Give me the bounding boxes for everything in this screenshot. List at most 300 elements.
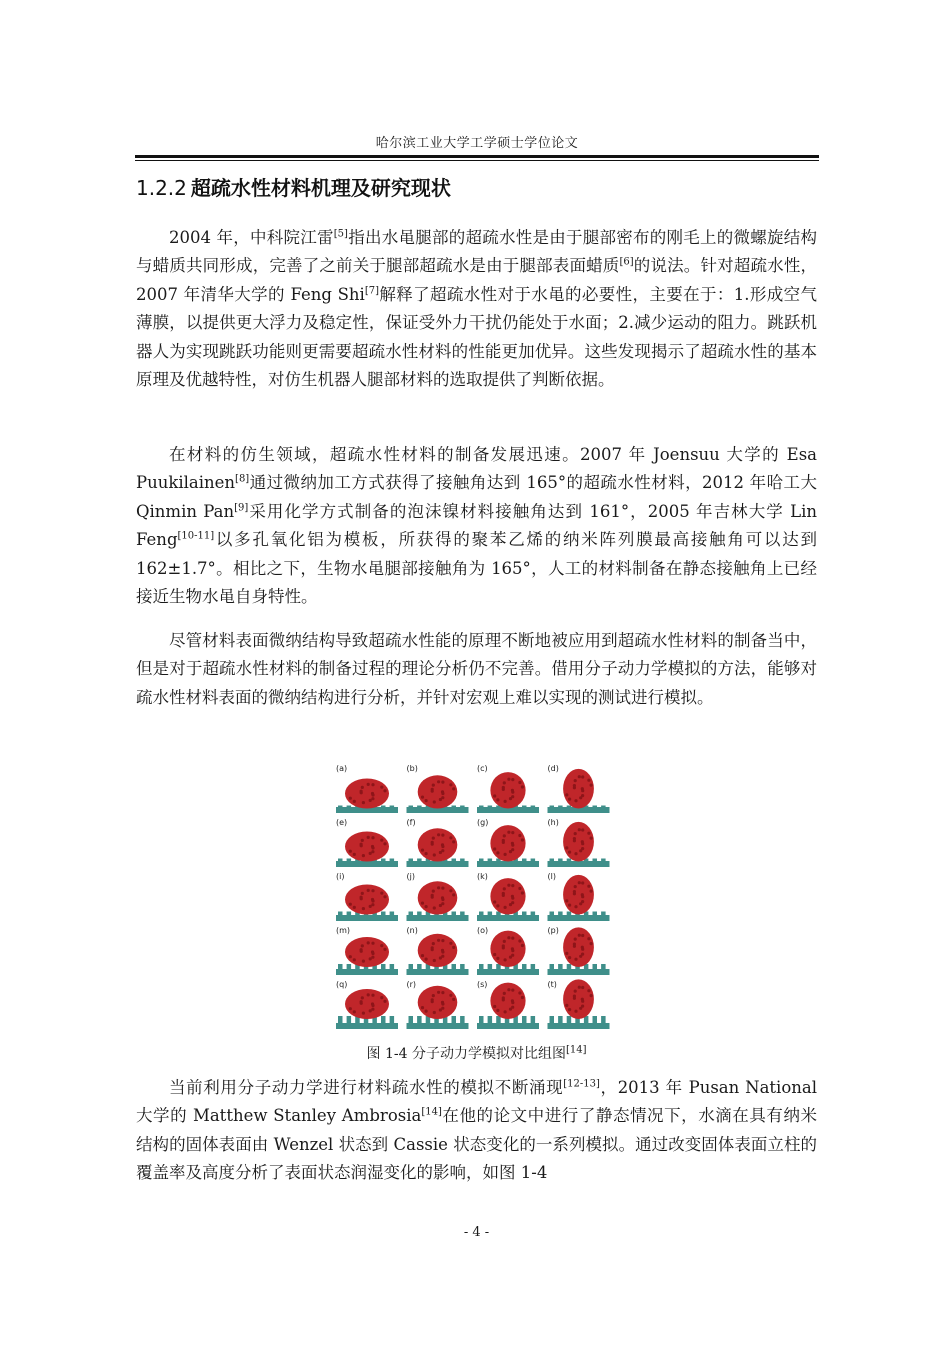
droplet-molecule [521,944,524,947]
panel-label: (h) [547,818,559,827]
surface-pillar [347,964,352,969]
droplet-molecule [361,786,364,789]
header-rule-thick [135,155,819,158]
droplet-molecule [507,884,510,887]
droplet-molecule [380,944,383,947]
droplet-molecule [371,889,374,892]
paragraph-1 [136,224,817,394]
droplet-molecule [439,798,442,801]
figure-panel [477,872,539,921]
surface-pillar [488,912,493,916]
droplet-molecule [587,832,590,835]
droplet-molecule [568,851,571,854]
droplet-molecule [573,890,576,893]
droplet-molecule [360,790,363,793]
citation: [6] [619,256,634,268]
droplet-molecule [421,796,424,799]
panel-label: (t) [547,980,557,989]
droplet-molecule [504,906,507,909]
droplet-molecule [421,849,424,852]
droplet-molecule [573,943,576,946]
droplet-molecule [581,1000,584,1003]
surface-pillar [531,806,536,808]
droplet-molecule [441,887,444,890]
running-header: 哈尔滨工业大学工学硕士学位论文 [375,136,579,151]
droplet-molecule [521,996,524,999]
surface-pillar [390,859,395,862]
surface-pillar [452,1016,457,1023]
droplet-molecule [383,895,386,898]
droplet-molecule [521,785,524,788]
droplet-molecule [496,957,499,960]
droplet-molecule [441,781,444,784]
droplet-molecule [518,939,521,942]
droplet-molecule [574,832,577,835]
droplet-molecule [437,833,440,836]
droplet-molecule [353,906,356,909]
section-title: 超疏水性材料机理及研究现状 [190,176,451,200]
droplet-molecule [441,845,444,848]
droplet-molecule [441,939,444,942]
droplet-molecule [449,889,452,892]
droplet-molecule [574,958,577,961]
water-droplet [490,983,525,1019]
droplet-molecule [449,836,452,839]
panel-label: (r) [406,980,417,989]
droplet-molecule [439,904,442,907]
section-heading [136,174,451,202]
surface-pillar [558,912,563,916]
droplet-molecule [503,887,506,890]
droplet-molecule [383,789,386,792]
panel-label: (p) [547,926,559,935]
droplet-molecule [502,839,505,842]
droplet-molecule [425,799,428,802]
droplet-molecule [371,994,374,997]
droplet-molecule [581,986,584,989]
droplet-molecule [565,1004,568,1007]
text-run: 的说法。针对超疏水性，2007 年清华大学的 Feng Shi [136,256,818,304]
figure-panel [407,818,469,867]
surface-pillar [347,806,352,808]
droplet-molecule [496,851,499,854]
caption-text: 图 1-4 分子动力学模拟对比组图 [366,1046,566,1062]
droplet-molecule [433,906,436,909]
droplet-molecule [437,991,440,994]
droplet-molecule [439,851,442,854]
droplet-molecule [371,783,374,786]
figure-panel [477,764,539,813]
droplet-molecule [371,952,374,955]
panel-label: (n) [406,926,418,935]
surface-pillar [381,859,386,862]
droplet-molecule [568,1008,571,1011]
droplet-molecule [511,989,514,992]
droplet-molecule [362,854,365,857]
droplet-molecule [361,892,364,895]
droplet-molecule [361,944,364,947]
substrate-surface [407,1023,469,1029]
droplet-molecule [507,831,510,834]
figure-panel [336,818,398,867]
surface-pillar [347,912,352,916]
droplet-molecule [518,887,521,890]
droplet-molecule [518,991,521,994]
surface-pillar [479,806,484,808]
paragraph-4 [136,1074,817,1188]
droplet-molecule [587,779,590,782]
substrate-surface [548,969,610,975]
surface-pillar [381,912,386,916]
surface-pillar [460,1016,465,1023]
droplet-molecule [507,988,510,991]
droplet-molecule [581,828,584,831]
water-droplet [563,875,594,915]
droplet-molecule [503,992,506,995]
surface-pillar [593,1016,598,1023]
droplet-molecule [573,784,576,787]
panel-label: (e) [336,818,348,827]
figure-caption [136,1044,817,1064]
droplet-molecule [503,834,506,837]
substrate-surface [336,861,398,867]
figure-panel [548,764,610,813]
droplet-molecule [590,994,593,997]
droplet-molecule [565,899,568,902]
surface-pillar [417,912,422,916]
droplet-molecule [587,989,590,992]
droplet-molecule [587,885,590,888]
droplet-molecule [349,1007,352,1010]
surface-pillar [338,964,343,969]
droplet-molecule [511,778,514,781]
droplet-molecule [380,892,383,895]
droplet-molecule [581,948,584,951]
text-run: 解释了超疏水性对于水黾的必要性，主要在于：1.形成空气薄膜，以提供更大浮力及稳定性，保证受外力干扰仍能处于水面；2.减少运动的阻力。跳跃机器人为实现跳跃功能则更需要超疏水性材料的性能更加优异。这些发现揭示了超疏水性的基本原理及优越特性，对仿生机器人腿部材料的选取提供了判断依据。 [136,284,817,390]
water-droplet [418,934,458,967]
droplet-molecule [496,798,499,801]
surface-pillar [601,806,606,808]
droplet-molecule [449,994,452,997]
droplet-molecule [578,934,581,937]
droplet-molecule [493,794,496,797]
surface-pillar [409,912,414,916]
surface-pillar [531,859,536,862]
water-droplet [490,825,525,861]
surface-pillar [409,1016,414,1023]
droplet-molecule [509,956,512,959]
droplet-molecule [574,938,577,941]
droplet-molecule [579,796,582,799]
droplet-molecule [362,907,365,910]
water-droplet [418,881,458,914]
surface-pillar [522,964,527,969]
surface-pillar [601,1016,606,1023]
water-droplet [490,931,525,967]
surface-pillar [558,1016,563,1023]
surface-pillar [390,964,395,969]
figure-panel [336,980,398,1029]
droplet-molecule [452,787,455,790]
citation: [7] [364,285,379,297]
droplet-molecule [496,1009,499,1012]
droplet-molecule [503,940,506,943]
panel-label: (d) [547,764,559,773]
water-droplet [345,989,389,1019]
panel-label: (m) [336,926,351,935]
droplet-molecule [581,881,584,884]
panel-label: (l) [547,872,556,881]
droplet-molecule [590,890,593,893]
water-droplet [345,885,389,915]
droplet-molecule [521,838,524,841]
droplet-molecule [425,1010,428,1013]
panel-label: (q) [336,980,348,989]
droplet-molecule [421,1006,424,1009]
droplet-molecule [431,894,434,897]
panel-label: (j) [406,872,415,881]
citation: [14] [421,1106,442,1118]
droplet-molecule [367,889,370,892]
droplet-molecule [380,996,383,999]
surface-pillar [381,964,386,969]
droplet-molecule [383,842,386,845]
figure-panel [407,872,469,921]
substrate-surface [477,969,539,975]
figure-panel [407,980,469,1029]
droplet-molecule [371,1004,374,1007]
panel-label: (k) [477,872,488,881]
figure-md-simulation-grid [333,762,615,1032]
surface-pillar [522,1016,527,1023]
surface-pillar [390,806,395,808]
surface-pillar [390,912,395,916]
droplet-molecule [432,994,435,997]
droplet-molecule [361,839,364,842]
page-number: - 4 - [463,1225,490,1240]
droplet-molecule [502,996,505,999]
droplet-molecule [581,895,584,898]
droplet-molecule [565,846,568,849]
droplet-molecule [578,828,581,831]
header-rule-thin [135,160,819,161]
paragraph-2 [136,441,817,611]
droplet-molecule [371,850,374,853]
droplet-molecule [371,899,374,902]
droplet-molecule [574,799,577,802]
droplet-molecule [369,852,372,855]
droplet-molecule [579,955,582,958]
surface-pillar [409,859,414,862]
figure-canvas [333,762,615,1032]
section-number: 1.2.2 [136,176,187,200]
droplet-molecule [574,990,577,993]
surface-pillar [452,964,457,969]
surface-pillar [601,964,606,969]
text-run: 尽管材料表面微纳结构导致超疏水性能的原理不断地被应用到超疏水性材料的制备当中，但是对于超疏水性材料的制备过程的理论分析仍不完善。借用分子动力学模拟的方法，能够对疏水性材料表面的微纳结构进行分析，并针对宏观上难以实现的测试进行模拟。 [136,631,817,707]
paragraph-3 [136,627,817,712]
substrate-surface [477,1023,539,1029]
droplet-molecule [493,847,496,850]
droplet-molecule [353,1010,356,1013]
text-run: 通过微纳加工方式获得了接触角达到 165°的超疏水性材料，2012 年哈工大 Qinmin Pan [136,473,817,521]
droplet-molecule [421,902,424,905]
droplet-molecule [431,998,434,1001]
surface-pillar [479,1016,484,1023]
substrate-surface [548,1023,610,1029]
surface-pillar [488,859,493,862]
droplet-molecule [511,1001,514,1004]
droplet-molecule [371,956,374,959]
droplet-molecule [579,849,582,852]
droplet-molecule [493,1005,496,1008]
droplet-molecule [511,884,514,887]
droplet-molecule [504,958,507,961]
water-droplet [563,822,594,862]
surface-pillar [338,806,343,808]
water-droplet [345,832,389,862]
droplet-molecule [349,903,352,906]
droplet-molecule [452,998,455,1001]
droplet-molecule [369,905,372,908]
surface-pillar [488,1016,493,1023]
surface-pillar [452,859,457,862]
surface-pillar [593,912,598,916]
substrate-surface [477,861,539,867]
surface-pillar [347,1016,352,1023]
droplet-molecule [362,801,365,804]
surface-pillar [558,964,563,969]
droplet-molecule [574,779,577,782]
surface-pillar [558,806,563,808]
droplet-molecule [574,852,577,855]
droplet-molecule [511,844,514,847]
water-droplet [563,979,594,1019]
droplet-molecule [441,792,444,795]
droplet-molecule [518,834,521,837]
water-droplet [563,927,594,967]
droplet-molecule [441,1002,444,1005]
droplet-molecule [578,986,581,989]
droplet-molecule [380,786,383,789]
surface-pillar [417,964,422,969]
droplet-molecule [441,950,444,953]
droplet-molecule [439,956,442,959]
water-droplet [418,986,458,1019]
droplet-molecule [367,783,370,786]
droplet-molecule [441,898,444,901]
surface-pillar [417,1016,422,1023]
droplet-molecule [433,959,436,962]
surface-pillar [338,1016,343,1023]
droplet-molecule [361,996,364,999]
droplet-molecule [587,937,590,940]
panel-label: (c) [477,764,488,773]
droplet-molecule [371,1008,374,1011]
droplet-molecule [574,1010,577,1013]
droplet-molecule [502,892,505,895]
figure-panel [477,818,539,867]
droplet-molecule [509,903,512,906]
water-droplet [490,772,525,808]
figure-panel [336,926,398,975]
citation: [9] [234,502,249,514]
surface-pillar [417,859,422,862]
droplet-molecule [425,852,428,855]
surface-pillar [347,859,352,862]
figure-panel [548,979,610,1029]
droplet-molecule [432,890,435,893]
water-droplet [563,769,594,809]
droplet-molecule [581,934,584,937]
droplet-molecule [437,886,440,889]
figure-panel [548,872,610,921]
figure-panel [548,818,610,867]
droplet-molecule [574,885,577,888]
panel-label: (b) [406,764,418,773]
substrate-surface [548,915,610,921]
surface-pillar [522,859,527,862]
droplet-molecule [568,956,571,959]
droplet-molecule [380,839,383,842]
droplet-molecule [449,942,452,945]
substrate-surface [336,1023,398,1029]
surface-pillar [460,912,465,916]
citation: [5] [333,228,348,240]
water-droplet [345,937,389,967]
droplet-molecule [581,775,584,778]
surface-pillar [496,1016,501,1023]
panel-label: (a) [336,764,348,773]
droplet-molecule [504,800,507,803]
droplet-molecule [349,955,352,958]
surface-pillar [409,964,414,969]
droplet-molecule [433,853,436,856]
figure-panel [336,872,398,921]
droplet-molecule [590,837,593,840]
water-droplet [418,828,458,861]
droplet-molecule [452,840,455,843]
droplet-molecule [367,836,370,839]
text-run: 在材料的仿生领域，超疏水性材料的制备发展迅速。2007 年 Joensuu 大学的 Esa Puukilainen [136,445,817,493]
droplet-molecule [568,904,571,907]
surface-pillar [531,1016,536,1023]
droplet-molecule [565,793,568,796]
droplet-molecule [349,850,352,853]
surface-pillar [452,806,457,808]
droplet-molecule [349,797,352,800]
droplet-molecule [574,905,577,908]
surface-pillar [479,912,484,916]
surface-pillar [567,859,572,862]
surface-pillar [417,806,422,808]
substrate-surface [477,915,539,921]
droplet-molecule [437,939,440,942]
text-run: 在他的论文中进行了静态情况下，水滴在具有纳米结构的固体表面由 Wenzel 状态到 Cassie 状态变化的一系列模拟。通过改变固体表面立柱的覆盖率及高度分析了表面状态润湿变化的影响，如图 1-4 [136,1106,818,1183]
surface-pillar [460,806,465,808]
droplet-molecule [578,881,581,884]
surface-pillar [567,806,572,808]
droplet-molecule [509,1008,512,1011]
surface-pillar [522,912,527,916]
droplet-molecule [503,781,506,784]
droplet-molecule [353,958,356,961]
figure-panel [407,926,469,975]
droplet-molecule [362,1012,365,1015]
droplet-molecule [432,784,435,787]
surface-pillar [479,964,484,969]
surface-pillar [452,912,457,916]
